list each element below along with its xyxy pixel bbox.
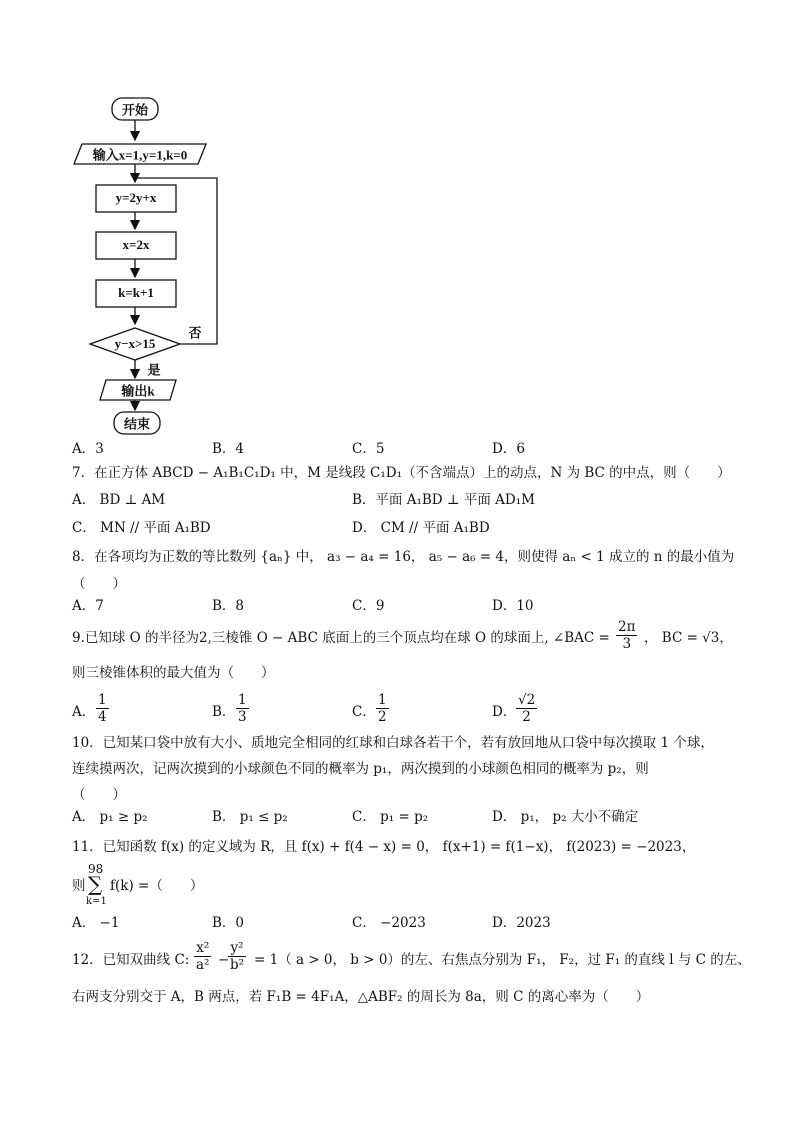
q10-option-a: A． p₁ ≥ p₂ bbox=[72, 809, 148, 825]
q8-option-b: B．8 bbox=[212, 598, 245, 614]
q9-option-d-label: D． bbox=[492, 704, 517, 720]
q8-stem: 8．在各项均为正数的等比数列 {aₙ} 中， a₃ − a₄ = 16， a₅ − a₆ = 4，则使得 aₙ < 1 成立的 n 的最小值为 bbox=[72, 549, 735, 565]
q9-option-a-den: 4 bbox=[98, 709, 107, 725]
q12-frac1-den: a² bbox=[196, 957, 210, 973]
q9-option-d-num: √2 bbox=[518, 692, 536, 708]
flowchart-output-label: 输出k bbox=[121, 383, 155, 399]
q6-option-a: A．3 bbox=[72, 441, 104, 457]
flowchart-input-label: 输入x=1,y=1,k=0 bbox=[92, 147, 188, 163]
q8-option-a: A．7 bbox=[72, 598, 104, 614]
q9-stem-a: 9.已知球 O 的半径为2,三棱锥 O − ABC 底面上的三个顶点均在球 O 的球面上, ∠BAC = bbox=[72, 630, 610, 646]
q6-option-c: C．5 bbox=[352, 441, 385, 457]
flowchart-graphic bbox=[60, 88, 260, 440]
q11-sum-body: f(k) =（ ） bbox=[110, 878, 204, 894]
q8-option-d: D．10 bbox=[492, 598, 534, 614]
q11-option-b: B．0 bbox=[212, 915, 245, 931]
q12-minus: − bbox=[218, 952, 230, 968]
q9-angle-den: 3 bbox=[622, 636, 632, 652]
q11-sum-bottom: k=1 bbox=[86, 896, 107, 907]
q12-frac2 bbox=[228, 940, 246, 973]
q7-option-c: C． MN // 平面 A₁BD bbox=[72, 520, 211, 536]
flowchart-step2-label: x=2x bbox=[122, 237, 150, 252]
q9-option-c-label: C． bbox=[352, 704, 376, 720]
q9-stem-b: ， BC = √3， bbox=[644, 630, 733, 646]
q9-option-c-den: 2 bbox=[378, 709, 387, 725]
q11-option-a: A． −1 bbox=[72, 915, 120, 931]
q6-option-b: B．4 bbox=[212, 441, 245, 457]
q7-stem: 7．在正方体 ABCD − A₁B₁C₁D₁ 中，M 是线段 C₁D₁（不含端点）上的动点，N 为 BC 的中点，则（ ） bbox=[72, 465, 731, 481]
q7-option-a: A． BD ⊥ AM bbox=[72, 492, 166, 508]
q10-paren: （ ） bbox=[72, 787, 126, 803]
q10-line2: 连续摸两次，记两次摸到的小球颜色不同的概率为 p₁，两次摸到的小球颜色相同的概率为 p₂，则 bbox=[72, 761, 649, 777]
flowchart-yes-label: 是 bbox=[147, 362, 161, 378]
q11-option-d: D．2023 bbox=[492, 915, 551, 931]
q10-line1: 10．已知某口袋中放有大小、质地完全相同的红球和白球各若干个，若有放回地从口袋中每次摸取 1 个球， bbox=[72, 735, 714, 751]
q12-frac1 bbox=[194, 940, 211, 973]
q9-option-b-den: 3 bbox=[238, 709, 247, 725]
q7-option-b: B．平面 A₁BD ⊥ 平面 AD₁M bbox=[352, 492, 535, 508]
q9-option-d-fraction bbox=[516, 692, 537, 725]
q9-option-a-label: A． bbox=[72, 704, 96, 720]
flowchart-step3-label: k=k+1 bbox=[118, 285, 154, 300]
q12-stem-a: 12．已知双曲线 C: bbox=[72, 952, 190, 968]
q9-option-c-num: 1 bbox=[378, 692, 387, 708]
flowchart-step1-label: y=2y+x bbox=[115, 190, 157, 205]
flowchart-condition-label: y−x>15 bbox=[114, 336, 156, 351]
q9-option-d-den: 2 bbox=[522, 709, 531, 725]
flowchart-no-label: 否 bbox=[188, 325, 202, 341]
q9-angle-num: 2π bbox=[618, 619, 636, 635]
q11-line1: 11．已知函数 f(x) 的定义域为 R，且 f(x) + f(4 − x) = 0， f(x+1) = f(1−x)， f(2023) = −2023， bbox=[72, 839, 696, 855]
q11-option-c: C． −2023 bbox=[352, 915, 426, 931]
flowchart-start-label: 开始 bbox=[121, 102, 149, 118]
q9-option-b-label: B． bbox=[212, 704, 236, 720]
q6-option-d: D．6 bbox=[492, 441, 525, 457]
q11-sum-top: 98 bbox=[88, 862, 104, 876]
q9-angle-fraction bbox=[616, 619, 637, 652]
q11-sum-prefix: 则 bbox=[72, 878, 86, 894]
q11-sum-symbol: ∑ bbox=[88, 872, 103, 896]
flowchart-end-label: 结束 bbox=[123, 416, 151, 432]
q12-frac2-num: y² bbox=[228, 940, 246, 957]
flowchart bbox=[60, 88, 260, 440]
q9-option-c-fraction bbox=[376, 692, 389, 725]
q12-frac2-den: b² bbox=[230, 957, 245, 973]
q7-option-d: D． CM // 平面 A₁BD bbox=[352, 520, 490, 536]
q10-option-d: D． p₁， p₂ 大小不确定 bbox=[492, 809, 639, 825]
q10-option-c: C． p₁ = p₂ bbox=[352, 809, 429, 825]
q12-line2: 右两支分别交于 A，B 两点，若 F₁B = 4F₁A，△ABF₂ 的周长为 8a，则 C 的离心率为（ ） bbox=[72, 989, 650, 1005]
q8-paren: （ ） bbox=[72, 576, 126, 592]
q9-option-b-num: 1 bbox=[238, 692, 247, 708]
q8-option-c: C．9 bbox=[352, 598, 385, 614]
q12-stem-b: = 1（ a > 0， b > 0）的左、右焦点分别为 F₁， F₂，过 F₁ 的直线 l 与 C 的左、 bbox=[254, 952, 751, 968]
q12-frac1-num: x² bbox=[194, 940, 211, 957]
q10-option-b: B． p₁ ≤ p₂ bbox=[212, 809, 288, 825]
q9-option-a-num: 1 bbox=[98, 692, 107, 708]
q9-option-b-fraction bbox=[236, 692, 249, 725]
q9-option-a-fraction bbox=[96, 692, 109, 725]
q9-stem2: 则三棱锥体积的最大值为（ ） bbox=[72, 665, 275, 681]
